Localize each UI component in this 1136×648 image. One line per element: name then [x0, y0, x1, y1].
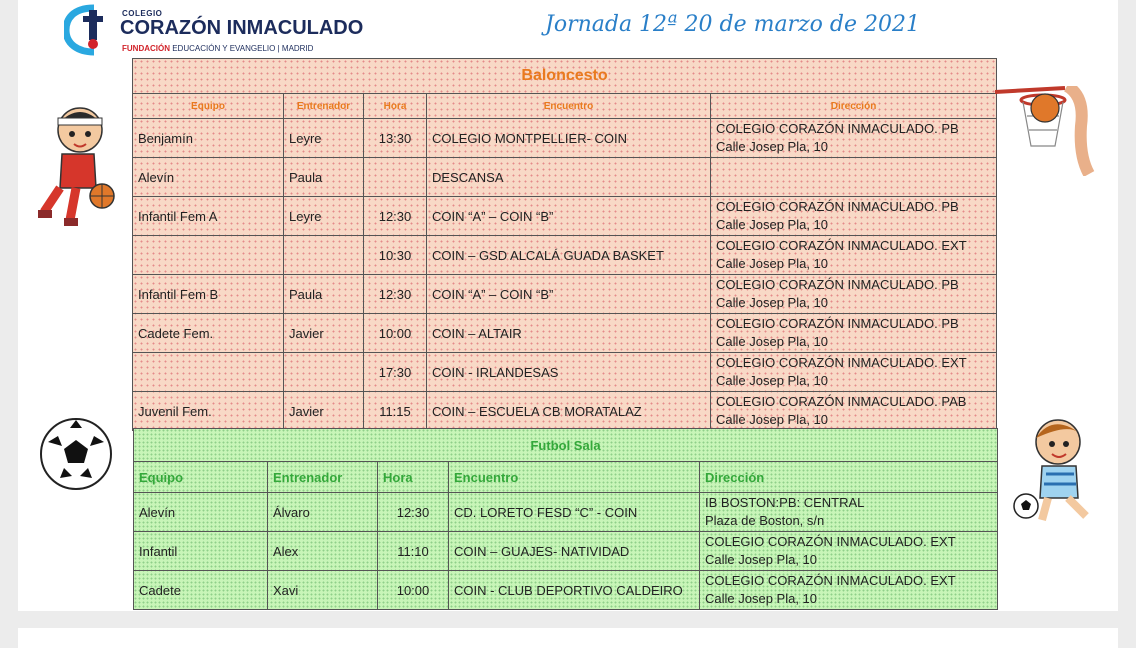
baloncesto-table — [132, 58, 997, 431]
direccion-cell — [711, 119, 997, 158]
table-row — [134, 493, 998, 532]
entrenador-cell: Leyre — [284, 197, 364, 236]
direccion-line-2: Calle Josep Pla, 10 — [705, 591, 818, 606]
baloncesto-title: Baloncesto — [133, 59, 997, 94]
soccer-kid-icon — [1012, 412, 1102, 536]
table-row — [134, 571, 998, 610]
direccion-line-2: Calle Josep Pla, 10 — [716, 217, 829, 232]
direccion-line-1: COLEGIO CORAZÓN INMACULADO. PB — [716, 121, 959, 136]
direccion-line-2: Calle Josep Pla, 10 — [716, 334, 829, 349]
entrenador-cell: Paula — [284, 158, 364, 197]
direccion-line-2: Calle Josep Pla, 10 — [705, 552, 818, 567]
jornada-title: Jornada 12ª 20 de marzo de 2021 — [545, 12, 920, 37]
table-row — [133, 314, 997, 353]
equipo-cell: Juvenil Fem. — [133, 392, 284, 431]
direccion-line-1: COLEGIO CORAZÓN INMACULADO. PB — [716, 316, 959, 331]
school-logo — [64, 4, 364, 56]
table-header: Equipo Entrenador Hora Encuentro Dirección — [133, 94, 997, 119]
direccion-line-2: Calle Josep Pla, 10 — [716, 373, 829, 388]
encuentro-cell: COIN - IRLANDESAS — [427, 353, 711, 392]
hora-cell: 11:15 — [364, 392, 427, 431]
equipo-cell: Cadete — [134, 571, 268, 610]
direccion-line-2: Calle Josep Pla, 10 — [716, 295, 829, 310]
entrenador-cell: Javier — [284, 314, 364, 353]
logo-foundation: FUNDACIÓN EDUCACIÓN Y EVANGELIO | MADRID — [122, 44, 314, 53]
hora-cell: 12:30 — [378, 493, 449, 532]
direccion-cell — [700, 532, 998, 571]
entrenador-cell — [284, 236, 364, 275]
direccion-line-1: COLEGIO CORAZÓN INMACULADO. EXT — [716, 355, 967, 370]
hora-cell: 10:00 — [364, 314, 427, 353]
hora-cell — [364, 158, 427, 197]
equipo-cell: Alevín — [133, 158, 284, 197]
equipo-cell: Infantil Fem A — [133, 197, 284, 236]
hora-cell: 10:00 — [378, 571, 449, 610]
encuentro-cell: COIN – ALTAIR — [427, 314, 711, 353]
equipo-cell — [133, 353, 284, 392]
entrenador-cell: Álvaro — [268, 493, 378, 532]
hora-cell: 10:30 — [364, 236, 427, 275]
entrenador-cell: Alex — [268, 532, 378, 571]
futbol-title: Futbol Sala — [134, 429, 998, 462]
direccion-cell — [711, 314, 997, 353]
encuentro-cell: COIN – GUAJES- NATIVIDAD — [449, 532, 700, 571]
table-row — [133, 197, 997, 236]
entrenador-cell: Leyre — [284, 119, 364, 158]
table-row — [133, 119, 997, 158]
entrenador-cell: Javier — [284, 392, 364, 431]
equipo-cell: Infantil — [134, 532, 268, 571]
encuentro-cell: COIN – ESCUELA CB MORATALAZ — [427, 392, 711, 431]
entrenador-cell — [284, 353, 364, 392]
equipo-cell: Infantil Fem B — [133, 275, 284, 314]
heart-logo-icon — [64, 4, 106, 56]
table-row — [134, 532, 998, 571]
soccer-ball-icon — [38, 416, 114, 492]
equipo-cell: Benjamín — [133, 119, 284, 158]
direccion-cell — [700, 493, 998, 532]
direccion-cell — [700, 571, 998, 610]
direccion-line-1: COLEGIO CORAZÓN INMACULADO. PAB — [716, 394, 967, 409]
direccion-cell — [711, 197, 997, 236]
hora-cell: 13:30 — [364, 119, 427, 158]
direccion-line-1: COLEGIO CORAZÓN INMACULADO. PB — [716, 199, 959, 214]
entrenador-cell: Paula — [284, 275, 364, 314]
equipo-cell: Cadete Fem. — [133, 314, 284, 353]
next-page-sheet — [18, 628, 1118, 648]
table-header: Equipo Entrenador Hora Encuentro Dirección — [134, 462, 998, 493]
logo-name: CORAZÓN INMACULADO — [120, 17, 364, 39]
direccion-line-1: IB BOSTON:PB: CENTRAL — [705, 495, 865, 510]
direccion-line-1: COLEGIO CORAZÓN INMACULADO. EXT — [716, 238, 967, 253]
table-row — [133, 275, 997, 314]
encuentro-cell: COIN - CLUB DEPORTIVO CALDEIRO — [449, 571, 700, 610]
basketball-hoop-icon — [995, 86, 1097, 176]
encuentro-cell: COIN “A” – COIN “B” — [427, 197, 711, 236]
direccion-cell — [711, 236, 997, 275]
direccion-line-1: COLEGIO CORAZÓN INMACULADO. EXT — [705, 573, 956, 588]
direccion-cell — [711, 158, 997, 197]
equipo-cell — [133, 236, 284, 275]
logo-small-text: COLEGIO — [122, 9, 163, 18]
table-row — [133, 353, 997, 392]
basketball-player-icon — [30, 100, 120, 230]
direccion-line-1: COLEGIO CORAZÓN INMACULADO. EXT — [705, 534, 956, 549]
entrenador-cell: Xavi — [268, 571, 378, 610]
hora-cell: 12:30 — [364, 197, 427, 236]
futbol-sala-table — [133, 428, 998, 610]
table-row — [133, 392, 997, 431]
equipo-cell: Alevín — [134, 493, 268, 532]
encuentro-cell: COLEGIO MONTPELLIER- COIN — [427, 119, 711, 158]
encuentro-cell: COIN – GSD ALCALÁ GUADA BASKET — [427, 236, 711, 275]
table-row — [133, 158, 997, 197]
direccion-line-1: COLEGIO CORAZÓN INMACULADO. PB — [716, 277, 959, 292]
direccion-cell — [711, 275, 997, 314]
encuentro-cell: DESCANSA — [427, 158, 711, 197]
direccion-line-2: Calle Josep Pla, 10 — [716, 412, 829, 427]
hora-cell: 17:30 — [364, 353, 427, 392]
encuentro-cell: COIN “A” – COIN “B” — [427, 275, 711, 314]
direccion-line-2: Calle Josep Pla, 10 — [716, 139, 829, 154]
encuentro-cell: CD. LORETO FESD “C” - COIN — [449, 493, 700, 532]
direccion-cell — [711, 353, 997, 392]
direccion-line-2: Plaza de Boston, s/n — [705, 513, 825, 528]
table-row — [133, 236, 997, 275]
hora-cell: 12:30 — [364, 275, 427, 314]
hora-cell: 11:10 — [378, 532, 449, 571]
direccion-line-2: Calle Josep Pla, 10 — [716, 256, 829, 271]
direccion-cell — [711, 392, 997, 431]
